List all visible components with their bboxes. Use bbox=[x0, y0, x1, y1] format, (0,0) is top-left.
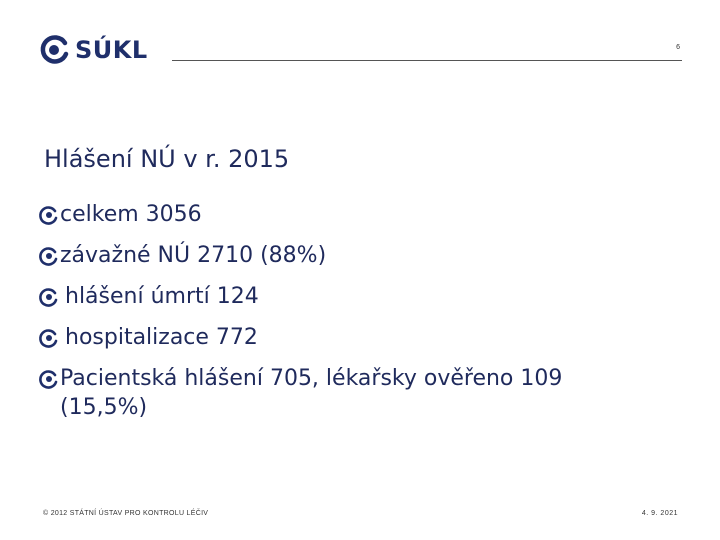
list-item bbox=[38, 200, 658, 241]
bullet-list bbox=[38, 200, 658, 422]
bullet-icon bbox=[38, 204, 60, 226]
bullet-icon bbox=[38, 245, 60, 267]
bullet-icon bbox=[38, 327, 60, 349]
bullet-icon bbox=[38, 286, 60, 308]
footer-date: 4. 9. 2021 bbox=[641, 510, 678, 517]
bullet-text: hlášení úmrtí 124 bbox=[65, 284, 259, 309]
bullet-text: závažné NÚ 2710 (88%) bbox=[60, 243, 327, 268]
slide-number: 6 bbox=[676, 44, 680, 51]
list-item bbox=[38, 241, 658, 282]
logo-text: SÚKL bbox=[75, 36, 148, 64]
list-item bbox=[38, 282, 658, 323]
footer-copyright: © 2012 STÁTNÍ ÚSTAV PRO KONTROLU LÉČIV bbox=[43, 510, 209, 517]
list-item bbox=[38, 323, 658, 364]
bullet-text: Pacientská hlášení 705, lékařsky ověřeno 109 (15,5%) bbox=[60, 366, 563, 420]
header-divider bbox=[172, 60, 682, 61]
logo bbox=[38, 34, 148, 66]
sukl-logo-icon bbox=[38, 34, 70, 66]
bullet-text: hospitalizace 772 bbox=[65, 325, 258, 350]
bullet-icon bbox=[38, 368, 60, 390]
slide-title: Hlášení NÚ v r. 2015 bbox=[44, 145, 290, 173]
list-item bbox=[38, 364, 658, 422]
bullet-text: celkem 3056 bbox=[60, 202, 202, 227]
